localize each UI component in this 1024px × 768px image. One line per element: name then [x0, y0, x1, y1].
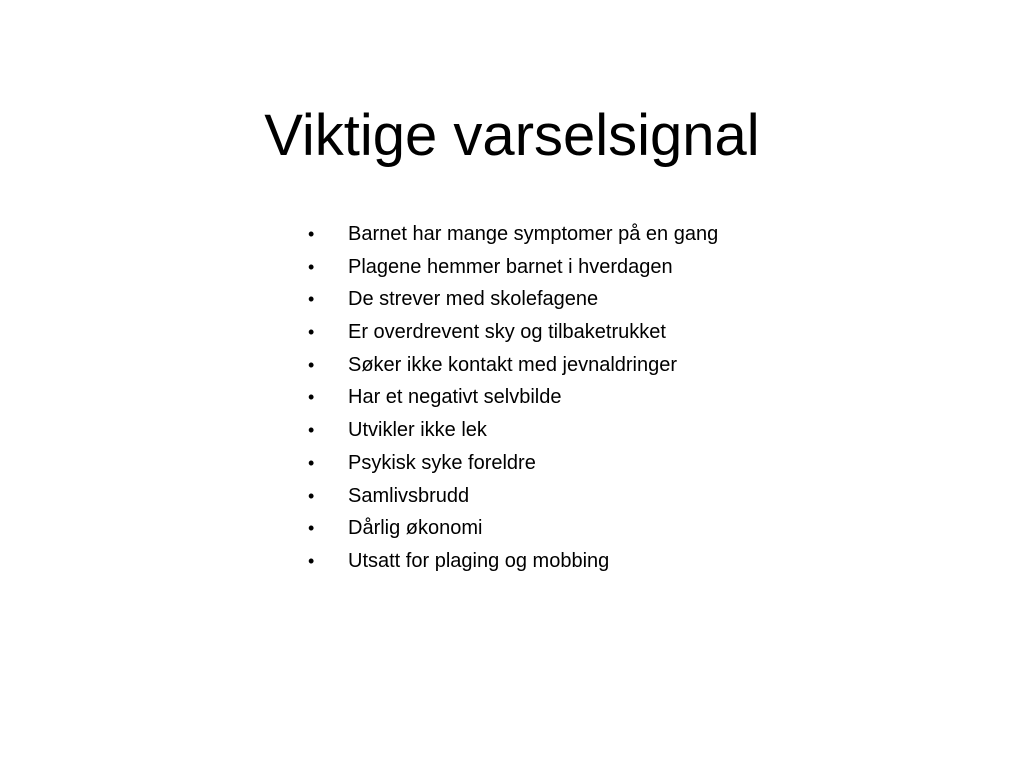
list-item-text: Barnet har mange symptomer på en gang — [348, 223, 719, 245]
list-item-text: Utvikler ikke lek — [348, 419, 487, 442]
bullet-icon: • — [308, 452, 315, 473]
bullet-icon: • — [308, 354, 315, 375]
bullet-icon: • — [308, 550, 315, 571]
bullet-icon: • — [308, 289, 315, 310]
bullet-icon: • — [308, 387, 315, 408]
list-item-text: Psykisk syke foreldre — [348, 451, 536, 474]
bullet-icon: • — [308, 485, 315, 506]
list-item-text: Dårlig økonomi — [348, 517, 483, 540]
list-item-text: De strever med skolefagene — [348, 288, 599, 311]
list-item-text: Plagene hemmer barnet i hverdagen — [348, 255, 673, 278]
bullet-icon: • — [308, 420, 315, 441]
list-item-text: Samlivsbrudd — [348, 484, 470, 507]
bullet-icon: • — [308, 224, 315, 244]
bullet-icon: • — [308, 322, 315, 343]
list-item-text: Har et negativt selvbilde — [348, 386, 562, 409]
bullet-icon: • — [308, 518, 315, 539]
list-item-text: Utsatt for plaging og mobbing — [348, 549, 610, 572]
list-item-text: Søker ikke kontakt med jevnaldringer — [348, 353, 678, 376]
bullet-icon: • — [308, 256, 315, 277]
list-item-text: Er overdrevent sky og tilbaketrukket — [348, 321, 666, 344]
slide-title: Viktige varselsignal — [264, 103, 760, 168]
